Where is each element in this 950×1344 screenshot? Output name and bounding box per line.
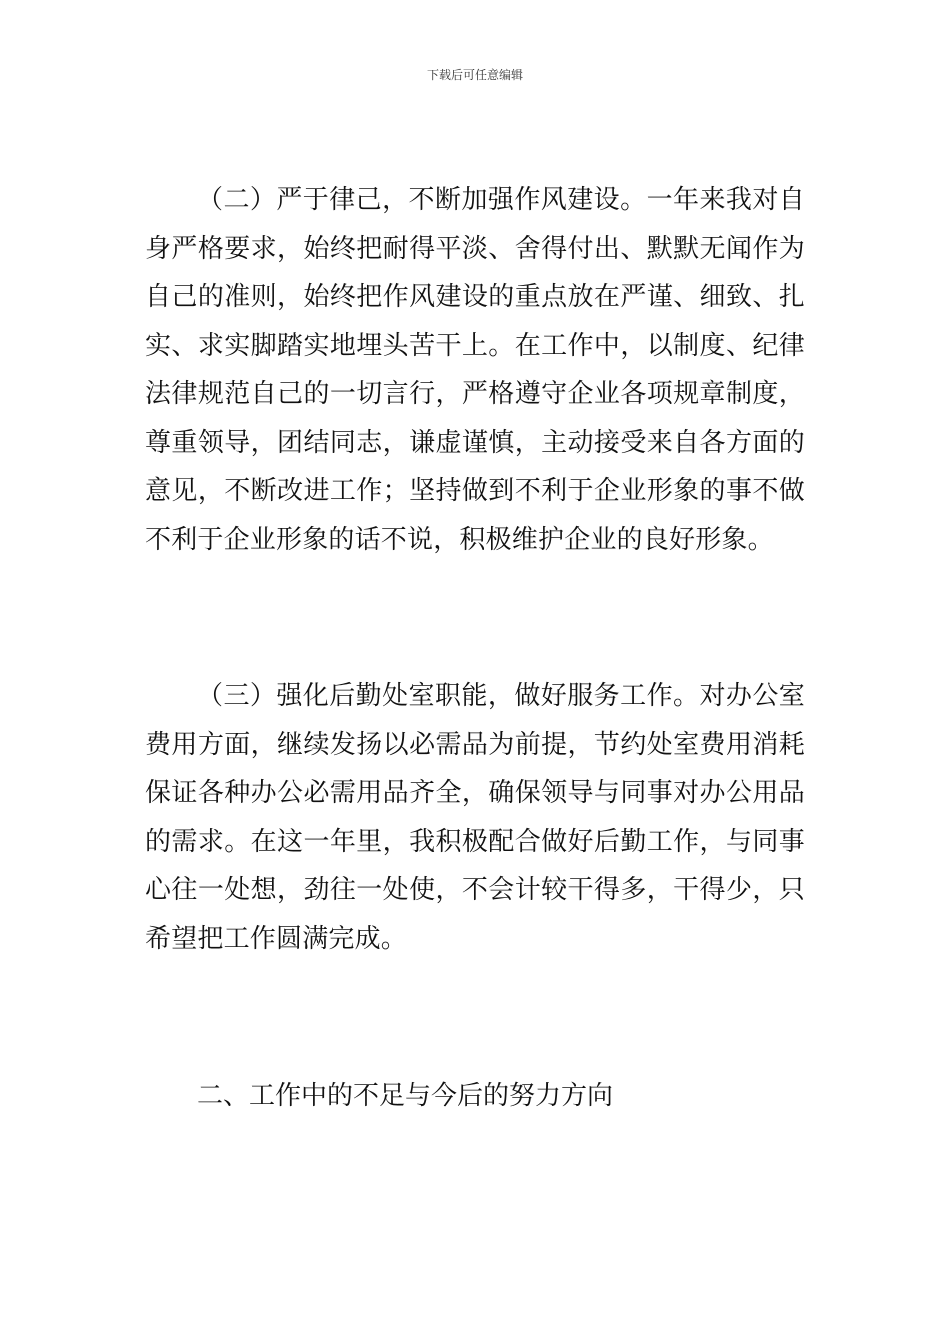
header-note: 下载后可任意编辑 <box>426 68 523 82</box>
section-heading: 二、工作中的不足与今后的努力方向 <box>197 1081 614 1111</box>
paragraph-logistics-service: （三）强化后勤处室职能，做好服务工作。对办公室费用方面，继续发扬以必需品为前提，节约处室费用消耗保证各种办公必需用品齐全，确保领导与同事对办公用品的需求。在这一年里，我积极配合做好后勤工作，与同事心往一处想，劲往一处使，不会计较干得多，干得少，只希望把工作圆满完成。 <box>145 681 805 954</box>
paragraph-work-style: （二）严于律己，不断加强作风建设。一年来我对自身严格要求，始终把耐得平淡、舍得付出、默默无闻作为自己的准则，始终把作风建设的重点放在严谨、细致、扎实、求实脚踏实地埋头苦干上。在工作中，以制度、纪律法律规范自己的一切言行，严格遵守企业各项规章制度，尊重领导，团结同志，谦虚谨慎，主动接受来自各方面的意见，不断改进工作；坚持做到不利于企业形象的事不做不利于企业形象的话不说，积极维护企业的良好形象。 <box>145 185 805 555</box>
